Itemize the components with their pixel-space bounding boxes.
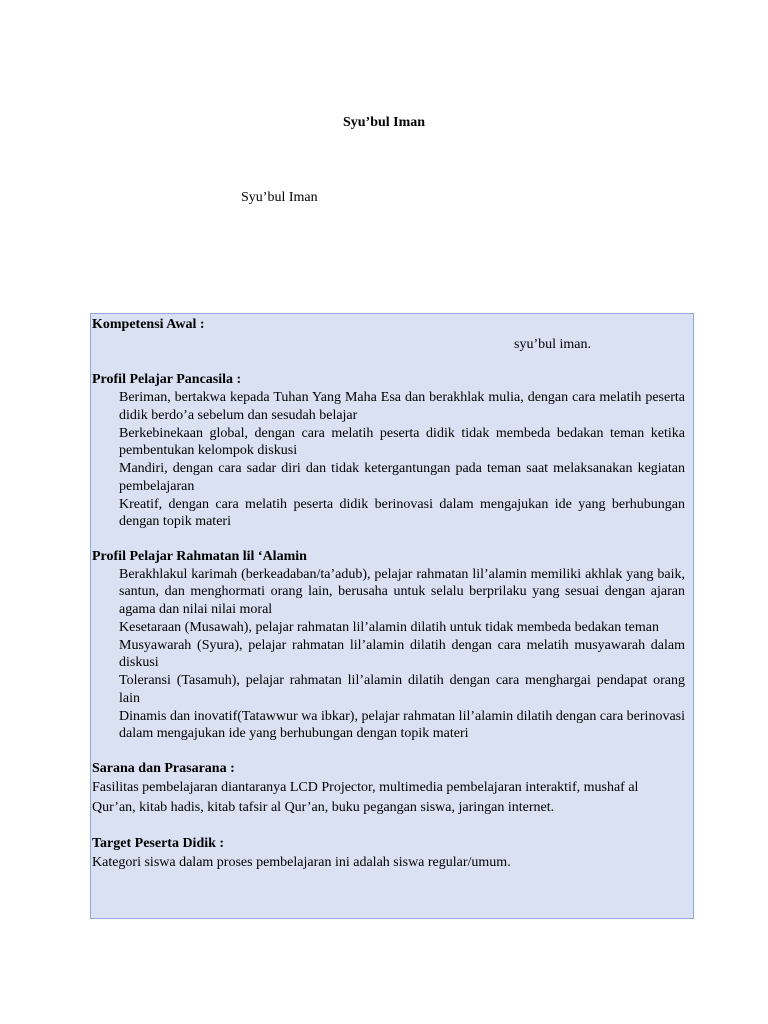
info-box	[90, 313, 694, 919]
list-item: Musyawarah (Syura), pelajar rahmatan lil’alamin dilatih dengan cara melatih musyawarah dalam diskusi	[119, 637, 685, 670]
kompetensi-text: syu’bul iman.	[514, 337, 591, 352]
target-text: Kategori siswa dalam proses pembelajaran ini adalah siswa regular/umum.	[92, 854, 511, 870]
profil-pancasila-section	[92, 370, 685, 531]
list-item: Kesetaraan (Musawah), pelajar rahmatan lil’alamin dilatih untuk tidak membeda bedakan teman	[119, 619, 659, 635]
profil-pancasila-heading: Profil Pelajar Pancasila :	[92, 372, 242, 387]
list-item: Toleransi (Tasamuh), pelajar rahmatan lil’alamin dilatih dengan cara menghargai pendapat orang lain	[119, 673, 685, 706]
document-subtitle: Syu’bul Iman	[241, 190, 318, 205]
sarana-text: Fasilitas pembelajaran diantaranya LCD Projector, multimedia pembelajaran interaktif, mushaf al Qur’an, kitab hadis, kitab tafsir al Qur’an, buku pegangan siswa, jaringan internet.	[92, 779, 639, 815]
profil-pancasila-list	[92, 389, 685, 531]
target-section	[92, 834, 685, 873]
profil-rahmatan-heading: Profil Pelajar Rahmatan lil ‘Alamin	[92, 548, 307, 564]
document-title: Syu’bul Iman	[342, 115, 426, 130]
profil-rahmatan-section	[92, 547, 685, 743]
kompetensi-heading: Kompetensi Awal :	[92, 317, 205, 332]
list-item: Berkebinekaan global, dengan cara melatih peserta didik tidak membeda bedakan teman ketika pembentukan kelompok diskusi	[119, 425, 685, 458]
list-item: Mandiri, dengan cara sadar diri dan tidak ketergantungan pada teman saat melaksanakan kegiatan pembelajaran	[119, 461, 685, 494]
sarana-section	[92, 759, 685, 818]
list-item: Berakhlakul karimah (berkeadaban/ta’adub), pelajar rahmatan lil’alamin memiliki akhlak yang baik, santun, dan menghormati orang lain, berusaha untuk selalu berprilaku yang sesuai dengan ajaran agama dan nilai nilai moral	[119, 566, 685, 617]
sarana-heading: Sarana dan Prasarana :	[92, 760, 235, 776]
target-heading: Target Peserta Didik :	[92, 835, 225, 851]
list-item: Dinamis dan inovatif(Tatawwur wa ibkar), pelajar rahmatan lil’alamin dilatih dengan cara berinovasi dalam mengajukan ide yang berhubungan dengan topik materi	[119, 708, 685, 741]
profil-rahmatan-list	[92, 566, 685, 743]
list-item: Beriman, bertakwa kepada Tuhan Yang Maha Esa dan berakhlak mulia, dengan cara melatih peserta didik berdo’a sebelum dan sesudah belajar	[119, 390, 685, 423]
list-item: Kreatif, dengan cara melatih peserta didik berinovasi dalam mengajukan ide yang berhubungan dengan topik materi	[119, 496, 685, 529]
